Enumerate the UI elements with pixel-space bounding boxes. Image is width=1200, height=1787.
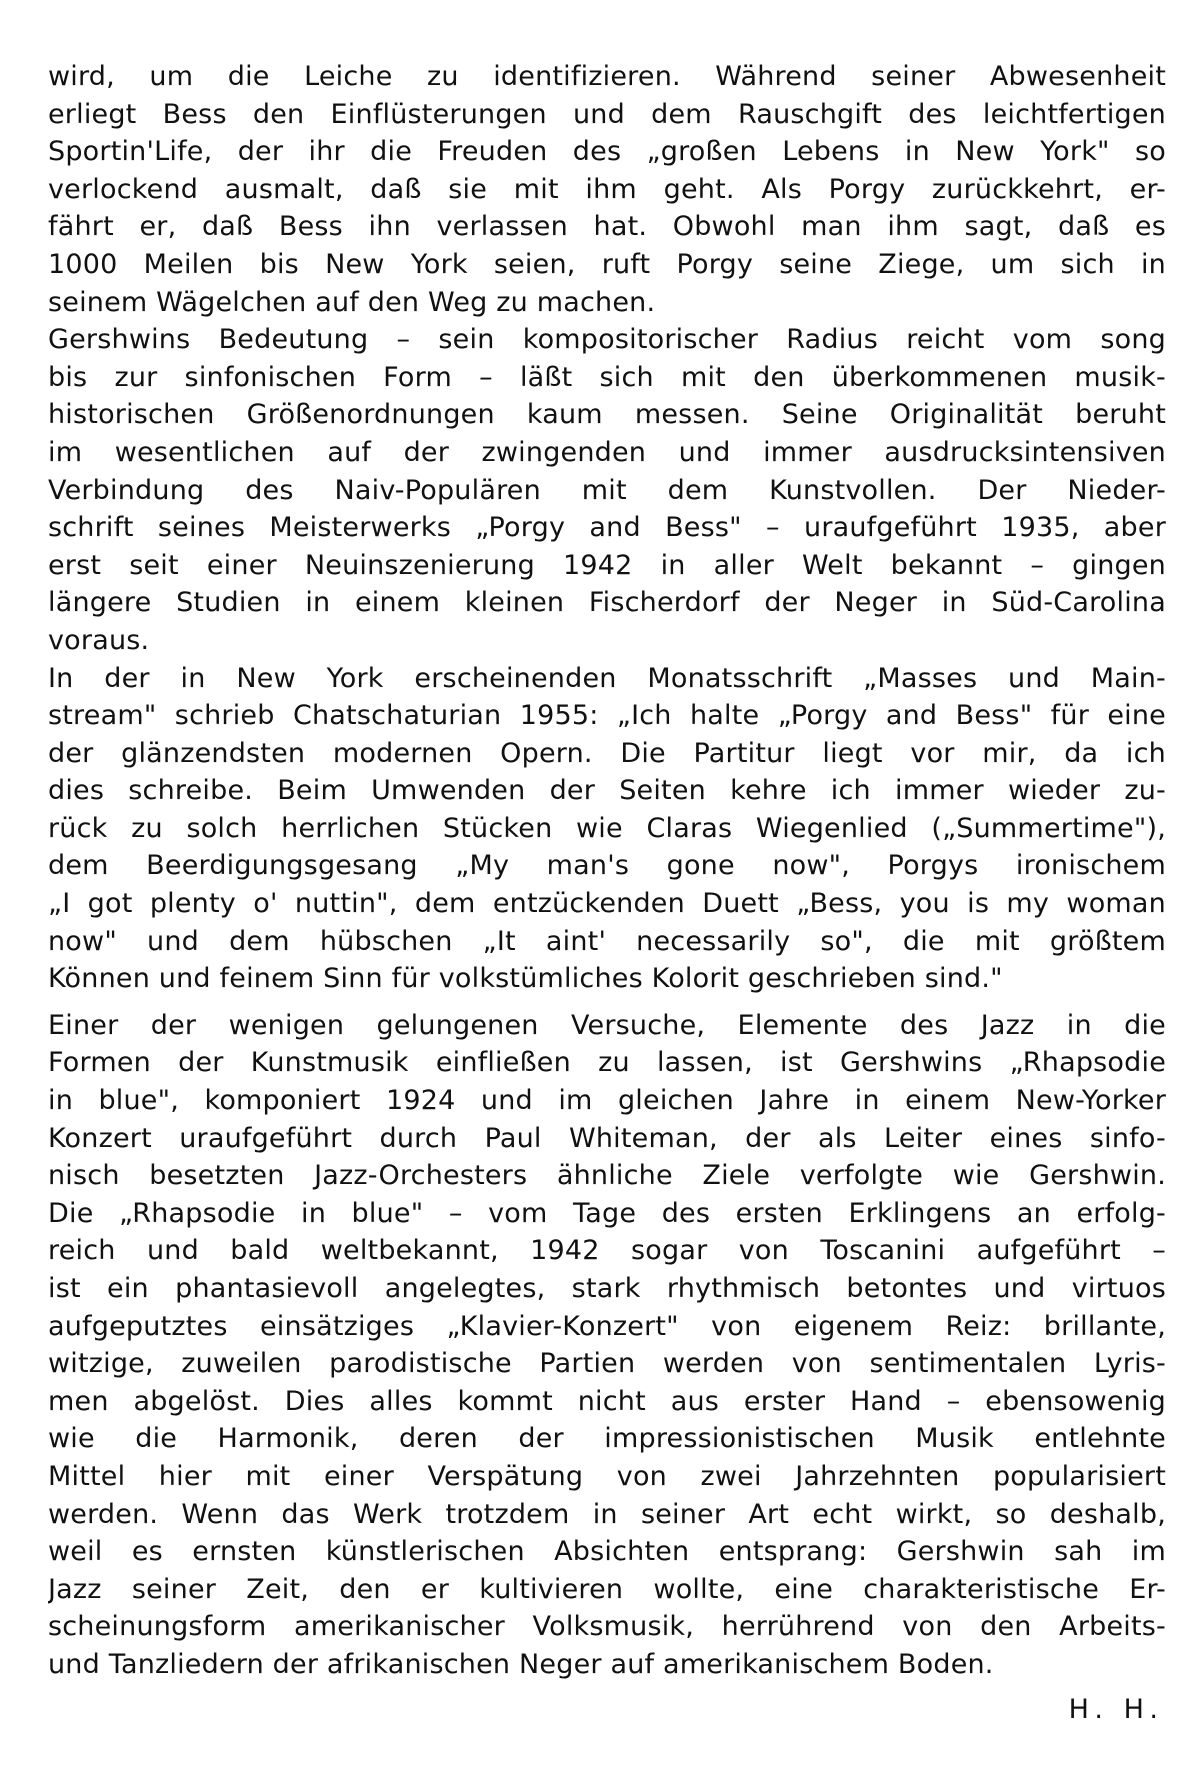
- text-line: Einer der wenigen gelungenen Versuche, Elemente des Jazz in die: [48, 1009, 1166, 1041]
- text-line: reich und bald weltbekannt, 1942 sogar von Toscanini aufgeführt –: [48, 1235, 1166, 1267]
- text-line: fährt er, daß Bess ihn verlassen hat. Obwohl man ihm sagt, daß es: [48, 211, 1166, 243]
- text-line: In der in New York erscheinenden Monatsschrift „Masses und Main-: [48, 662, 1166, 694]
- author-signature: H. H.: [1068, 1693, 1164, 1725]
- text-line: der glänzendsten modernen Opern. Die Partitur liegt vor mir, da ich: [48, 737, 1166, 769]
- text-line: erst seit einer Neuinszenierung 1942 in aller Welt bekannt – gingen: [48, 549, 1166, 581]
- text-line: dies schreibe. Beim Umwenden der Seiten kehre ich immer wieder zu-: [48, 775, 1166, 807]
- text-line: men abgelöst. Dies alles kommt nicht aus erster Hand – ebensowenig: [48, 1385, 1166, 1417]
- text-line: stream" schrieb Chatschaturian 1955: „Ich halte „Porgy and Bess" für eine: [48, 700, 1166, 732]
- text-line: Sportin'Life, der ihr die Freuden des „großen Lebens in New York" so: [48, 136, 1166, 168]
- text-line: im wesentlichen auf der zwingenden und immer ausdrucksintensiven: [48, 436, 1166, 468]
- text-line: Formen der Kunstmusik einfließen zu lassen, ist Gershwins „Rhapsodie: [48, 1047, 1166, 1079]
- text-line: now" und dem hübschen „It aint' necessarily so", die mit größtem: [48, 925, 1166, 957]
- text-line: wird, um die Leiche zu identifizieren. Während seiner Abwesenheit: [48, 61, 1166, 92]
- text-line: werden. Wenn das Werk trotzdem in seiner Art echt wirkt, so deshalb,: [48, 1498, 1166, 1530]
- text-line: Die „Rhapsodie in blue" – vom Tage des ersten Erklingens an erfolg-: [48, 1197, 1166, 1229]
- text-line: scheinungsform amerikanischer Volksmusik, herrührend von den Arbeits-: [48, 1611, 1166, 1643]
- text-line: erliegt Bess den Einflüsterungen und dem Rauschgift des leichtfertigen: [48, 98, 1166, 130]
- text-line: seinem Wägelchen auf den Weg zu machen.: [48, 286, 656, 318]
- text-line: verlockend ausmalt, daß sie mit ihm geht. Als Porgy zurückkehrt, er-: [48, 173, 1166, 205]
- paragraph: [48, 660, 1166, 998]
- text-line: voraus.: [48, 624, 150, 656]
- paragraph: [48, 321, 1166, 659]
- text-line: längere Studien in einem kleinen Fischerdorf der Neger in Süd-Carolina: [48, 587, 1166, 619]
- text-line: aufgeputztes einsätziges „Klavier-Konzert" von eigenem Reiz: brillante,: [48, 1310, 1166, 1342]
- text-line: Jazz seiner Zeit, den er kultivieren wollte, eine charakteristische Er-: [48, 1573, 1166, 1605]
- text-line: Konzert uraufgeführt durch Paul Whiteman, der als Leiter eines sinfo-: [48, 1122, 1166, 1154]
- text-line: 1000 Meilen bis New York seien, ruft Porgy seine Ziege, um sich in: [48, 248, 1166, 280]
- paragraph: [48, 58, 1166, 321]
- text-line: Verbindung des Naiv-Populären mit dem Kunstvollen. Der Nieder-: [48, 474, 1166, 506]
- text-line: dem Beerdigungsgesang „My man's gone now", Porgys ironischem: [48, 850, 1166, 882]
- text-line: bis zur sinfonischen Form – läßt sich mit den überkommenen musik-: [48, 361, 1166, 393]
- text-line: in blue", komponiert 1924 und im gleichen Jahre in einem New-Yorker: [48, 1085, 1166, 1117]
- text-line: wie die Harmonik, deren der impressionistischen Musik entlehnte: [48, 1423, 1166, 1455]
- text-line: Mittel hier mit einer Verspätung von zwei Jahrzehnten popularisiert: [48, 1460, 1166, 1492]
- text-line: ist ein phantasievoll angelegtes, stark rhythmisch betontes und virtuos: [48, 1273, 1166, 1304]
- body-text: [48, 58, 1166, 1684]
- text-line: Können und feinem Sinn für volkstümliches Kolorit geschrieben sind.": [48, 963, 1003, 995]
- text-line: Gershwins Bedeutung – sein kompositorischer Radius reicht vom song: [48, 324, 1166, 356]
- text-line: weil es ernsten künstlerischen Absichten entsprang: Gershwin sah im: [48, 1536, 1166, 1568]
- document-page: [48, 58, 1166, 1730]
- text-line: rück zu solch herrlichen Stücken wie Claras Wiegenlied („Summertime"),: [48, 812, 1166, 844]
- text-line: witzige, zuweilen parodistische Partien werden von sentimentalen Lyris-: [48, 1348, 1166, 1380]
- paragraph: [48, 1007, 1166, 1684]
- text-line: historischen Größenordnungen kaum messen. Seine Originalität beruht: [48, 399, 1166, 431]
- text-line: und Tanzliedern der afrikanischen Neger auf amerikanischem Boden.: [48, 1648, 994, 1680]
- text-line: nisch besetzten Jazz-Orchesters ähnliche Ziele verfolgte wie Gershwin.: [48, 1160, 1166, 1192]
- text-line: „I got plenty o' nuttin", dem entzückenden Duett „Bess, you is my woman: [48, 888, 1166, 920]
- text-line: schrift seines Meisterwerks „Porgy and Bess" – uraufgeführt 1935, aber: [48, 512, 1166, 544]
